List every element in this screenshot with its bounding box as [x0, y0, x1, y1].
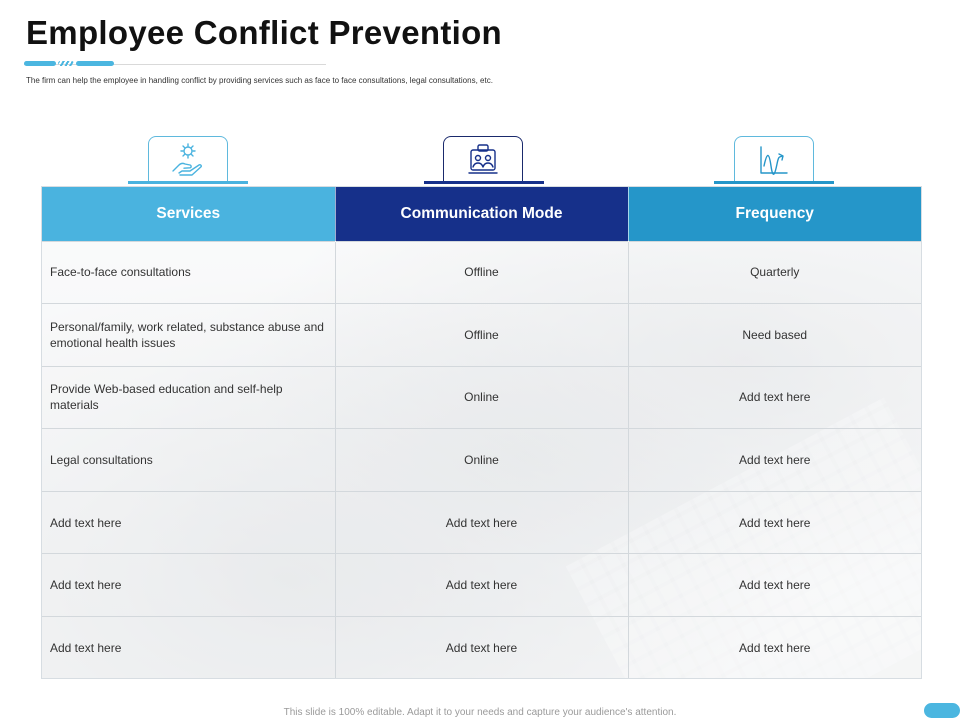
cell-mode: Add text here [335, 617, 628, 679]
header-frequency: Frequency [628, 187, 921, 241]
cell-mode: Add text here [335, 491, 628, 554]
wave-chart-icon [754, 141, 794, 179]
frequency-icon-box [734, 136, 814, 182]
table-row [42, 366, 921, 429]
header-services: Services [42, 187, 335, 241]
services-table-container [41, 186, 922, 679]
frequency-icon-base [714, 181, 834, 184]
cell-mode: Offline [335, 241, 628, 304]
cell-frequency: Need based [628, 304, 921, 367]
table-header-row [42, 187, 921, 241]
table-row [42, 491, 921, 554]
cell-frequency: Add text here [628, 429, 921, 492]
hand-gear-icon [168, 141, 208, 179]
slide-title: Employee Conflict Prevention [26, 14, 502, 51]
cell-mode: Online [335, 366, 628, 429]
cell-mode: Add text here [335, 554, 628, 617]
table-row [42, 429, 921, 492]
title-accent-stripes [58, 61, 74, 66]
cell-frequency: Quarterly [628, 241, 921, 304]
services-icon-box [148, 136, 228, 182]
slide-subtitle: The firm can help the employee in handling conflict by providing services such as face to face consultations, legal consultations, etc. [26, 76, 493, 85]
table-row [42, 304, 921, 367]
services-icon-base [128, 181, 248, 184]
cell-service: Add text here [42, 554, 335, 617]
services-table [42, 187, 921, 679]
cell-frequency: Add text here [628, 366, 921, 429]
cell-mode: Online [335, 429, 628, 492]
cell-service: Personal/family, work related, substance abuse and emotional health issues [42, 304, 335, 367]
communication-icon-base [424, 181, 544, 184]
title-accent-bar [24, 61, 56, 66]
slide-number-pill [924, 703, 960, 718]
communication-icon-box [443, 136, 523, 182]
cell-frequency: Add text here [628, 491, 921, 554]
table-row [42, 554, 921, 617]
cell-service: Face-to-face consultations [42, 241, 335, 304]
cell-service: Legal consultations [42, 429, 335, 492]
cell-service: Provide Web-based education and self-help materials [42, 366, 335, 429]
slide-footer-note: This slide is 100% editable. Adapt it to your needs and capture your audience's attention. [283, 707, 677, 718]
cell-mode: Offline [335, 304, 628, 367]
cell-frequency: Add text here [628, 554, 921, 617]
cell-frequency: Add text here [628, 617, 921, 679]
table-row [42, 241, 921, 304]
table-row [42, 617, 921, 679]
cell-service: Add text here [42, 491, 335, 554]
cell-service: Add text here [42, 617, 335, 679]
header-communication-mode: Communication Mode [335, 187, 628, 241]
meeting-icon [463, 141, 503, 179]
title-accent-bar-2 [76, 61, 114, 66]
